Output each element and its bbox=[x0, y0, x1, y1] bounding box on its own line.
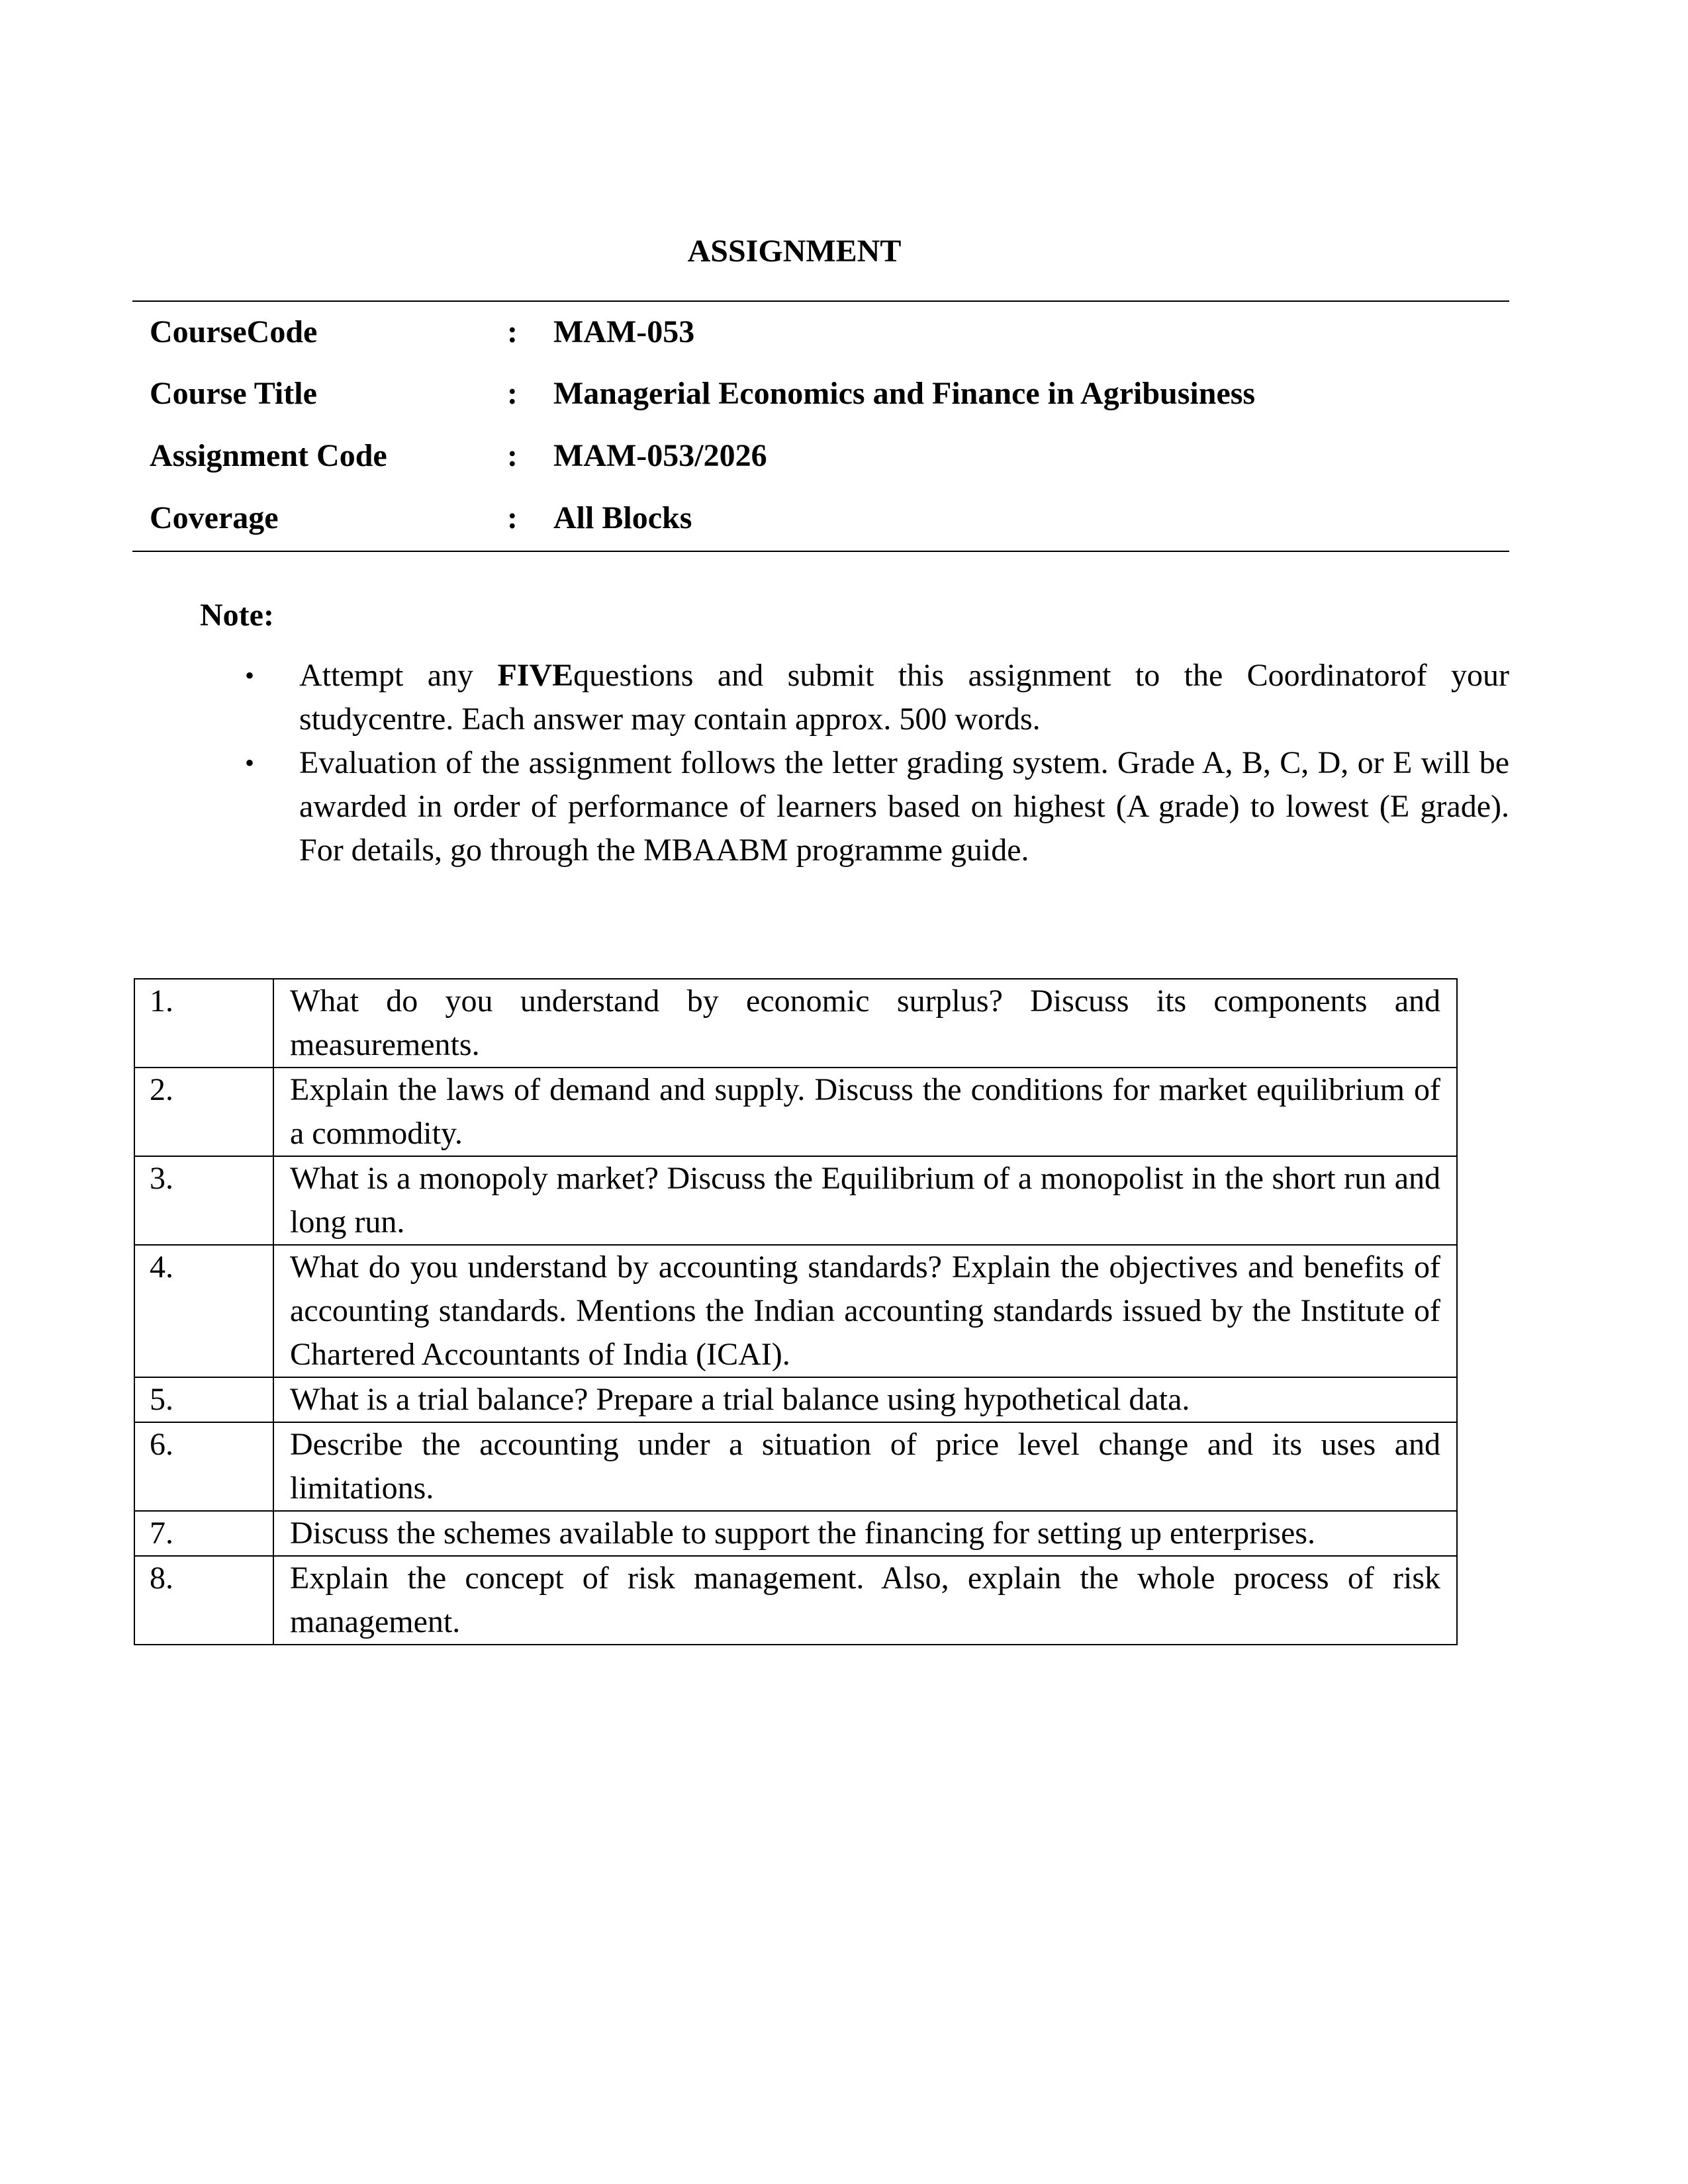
table-row bbox=[134, 1068, 1457, 1156]
info-label: Coverage bbox=[150, 500, 279, 535]
question-number: 6. bbox=[134, 1422, 273, 1511]
table-row bbox=[134, 1245, 1457, 1377]
table-row bbox=[134, 979, 1457, 1068]
question-text: What do you understand by accounting standards? Explain the objectives and benefits of accounting standards. Mentions the Indian accounting standards issued by the Institute of Chartered Accountants of India (ICAI). bbox=[273, 1245, 1457, 1377]
question-text: What is a trial balance? Prepare a trial balance using hypothetical data. bbox=[273, 1377, 1457, 1422]
table-row bbox=[134, 1556, 1457, 1645]
table-row bbox=[134, 1377, 1457, 1422]
note-item bbox=[245, 741, 1509, 872]
note-list bbox=[245, 654, 1510, 872]
header-top-rule bbox=[132, 300, 1509, 302]
question-text: What do you understand by economic surplus? Discuss its components and measurements. bbox=[273, 979, 1457, 1068]
table-row bbox=[134, 1422, 1457, 1511]
info-colon: : bbox=[507, 438, 518, 473]
bullet-icon: • bbox=[245, 748, 255, 778]
info-row-course-code bbox=[150, 312, 1507, 352]
info-label: CourseCode bbox=[150, 314, 318, 349]
info-row-coverage bbox=[150, 498, 1507, 538]
info-colon: : bbox=[507, 314, 518, 349]
info-value: Managerial Economics and Finance in Agribusiness bbox=[553, 376, 1256, 411]
question-text: Describe the accounting under a situation of price level change and its uses and limitations. bbox=[273, 1422, 1457, 1511]
info-value: MAM-053/2026 bbox=[553, 438, 767, 473]
info-colon: : bbox=[507, 500, 518, 535]
question-number: 5. bbox=[134, 1377, 273, 1422]
info-row-assignment-code bbox=[150, 436, 1507, 476]
question-number: 3. bbox=[134, 1156, 273, 1245]
note-item bbox=[245, 654, 1510, 741]
question-number: 2. bbox=[134, 1068, 273, 1156]
info-value: MAM-053 bbox=[553, 314, 695, 349]
question-number: 4. bbox=[134, 1245, 273, 1377]
info-value: All Blocks bbox=[553, 500, 692, 535]
info-colon: : bbox=[507, 376, 518, 411]
info-row-course-title bbox=[150, 374, 1507, 414]
bullet-icon: • bbox=[245, 660, 255, 690]
note-text-bold: FIVE bbox=[497, 658, 574, 693]
question-text: Discuss the schemes available to support the financing for setting up enterprises. bbox=[273, 1511, 1457, 1556]
question-text: What is a monopoly market? Discuss the Equilibrium of a monopolist in the short run and long run. bbox=[273, 1156, 1457, 1245]
note-text-after: questions and submit this assignment to the Coordinatorof your studycentre. Each answer may contain approx. 500 words. bbox=[299, 658, 1510, 737]
note-heading: Note: bbox=[200, 598, 274, 633]
note-text-before: Attempt any bbox=[299, 658, 498, 693]
questions-table bbox=[134, 978, 1458, 1645]
question-number: 8. bbox=[134, 1556, 273, 1645]
question-number: 1. bbox=[134, 979, 273, 1068]
table-row bbox=[134, 1511, 1457, 1556]
info-label: Course Title bbox=[150, 376, 317, 411]
page-title: ASSIGNMENT bbox=[687, 234, 902, 269]
note-text: Evaluation of the assignment follows the letter grading system. Grade A, B, C, D, or E will be awarded in order of performance of learners based on highest (A grade) to lowest (E grade). For details, go through the MBAABM programme guide. bbox=[299, 745, 1509, 868]
header-bottom-rule bbox=[132, 551, 1509, 552]
table-row bbox=[134, 1156, 1457, 1245]
question-text: Explain the laws of demand and supply. Discuss the conditions for market equilibrium of a commodity. bbox=[273, 1068, 1457, 1156]
info-label: Assignment Code bbox=[150, 438, 387, 473]
question-number: 7. bbox=[134, 1511, 273, 1556]
question-text: Explain the concept of risk management. Also, explain the whole process of risk management. bbox=[273, 1556, 1457, 1645]
